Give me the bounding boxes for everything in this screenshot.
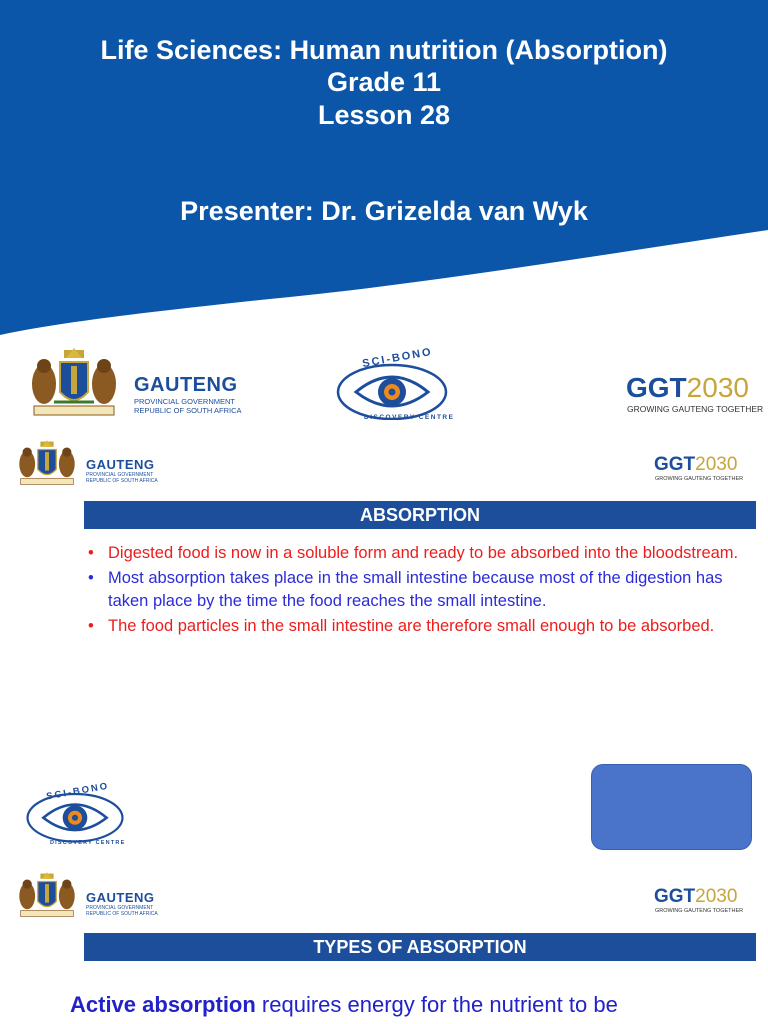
sci-bono-bottom-text: DISCOVERY CENTRE <box>50 840 126 846</box>
sci-bono-bottom-text: DISCOVERY CENTRE <box>364 414 455 420</box>
active-absorption-term: Active absorption <box>70 992 256 1017</box>
gauteng-subtitle-1: PROVINCIAL GOVERNMENT <box>86 472 154 478</box>
gauteng-subtitle-2: REPUBLIC OF SOUTH AFRICA <box>134 406 242 415</box>
coat-of-arms-icon <box>14 440 80 488</box>
active-absorption-description: requires energy for the nutrient to be <box>255 992 618 1017</box>
absorption-slide <box>0 430 768 870</box>
coat-of-arms-icon <box>24 348 124 420</box>
coat-of-arms-icon <box>14 872 80 920</box>
gauteng-wordmark: GAUTENG <box>86 457 155 472</box>
ggt-tagline: GROWING GAUTENG TOGETHER <box>655 476 744 482</box>
title-line-course: Life Sciences: Human nutrition (Absorption) <box>100 35 668 65</box>
title-line-lesson: Lesson 28 <box>317 100 451 130</box>
gauteng-wordmark: GAUTENG <box>134 374 238 396</box>
types-heading: TYPES OF ABSORPTION <box>84 933 756 961</box>
sci-bono-top-text: SCI-BONO <box>361 345 434 371</box>
absorption-heading: ABSORPTION <box>84 501 756 529</box>
ggt2030-wordmark: GGT2030 <box>654 454 738 475</box>
title-line-grade: Grade 11 <box>326 67 442 97</box>
gauteng-subtitle-1: PROVINCIAL GOVERNMENT <box>86 905 154 911</box>
ggt2030-wordmark: GGT2030 <box>626 372 749 403</box>
bullet-item: • Digested food is now in a soluble form and ready to be absorbed into the bloodstream. <box>88 544 739 562</box>
ggt-tagline: GROWING GAUTENG TOGETHER <box>627 404 764 414</box>
presenter-line: Presenter: Dr. Grizelda van Wyk <box>180 196 588 226</box>
ggt-tagline: GROWING GAUTENG TOGETHER <box>655 908 744 914</box>
sci-bono-top-text: SCI-BONO <box>45 780 110 803</box>
title-slide <box>0 0 768 420</box>
bullet-item: • The food particles in the small intestine are therefore small enough to be absorbed. <box>88 617 715 635</box>
gauteng-subtitle-2: REPUBLIC OF SOUTH AFRICA <box>86 911 158 917</box>
gauteng-subtitle-2: REPUBLIC OF SOUTH AFRICA <box>86 478 158 484</box>
types-of-absorption-slide <box>0 868 768 1024</box>
ggt2030-wordmark: GGT2030 <box>654 886 738 907</box>
absorption-bullet-list <box>86 542 746 640</box>
bullet-item: • Most absorption takes place in the small intestine because most of the digestion has taken place by the time the food reaches the small intestine. <box>88 569 723 610</box>
gauteng-wordmark: GAUTENG <box>86 890 155 905</box>
gauteng-subtitle-1: PROVINCIAL GOVERNMENT <box>134 397 235 406</box>
active-absorption-text <box>70 992 768 1018</box>
blue-placeholder-box <box>591 764 752 850</box>
